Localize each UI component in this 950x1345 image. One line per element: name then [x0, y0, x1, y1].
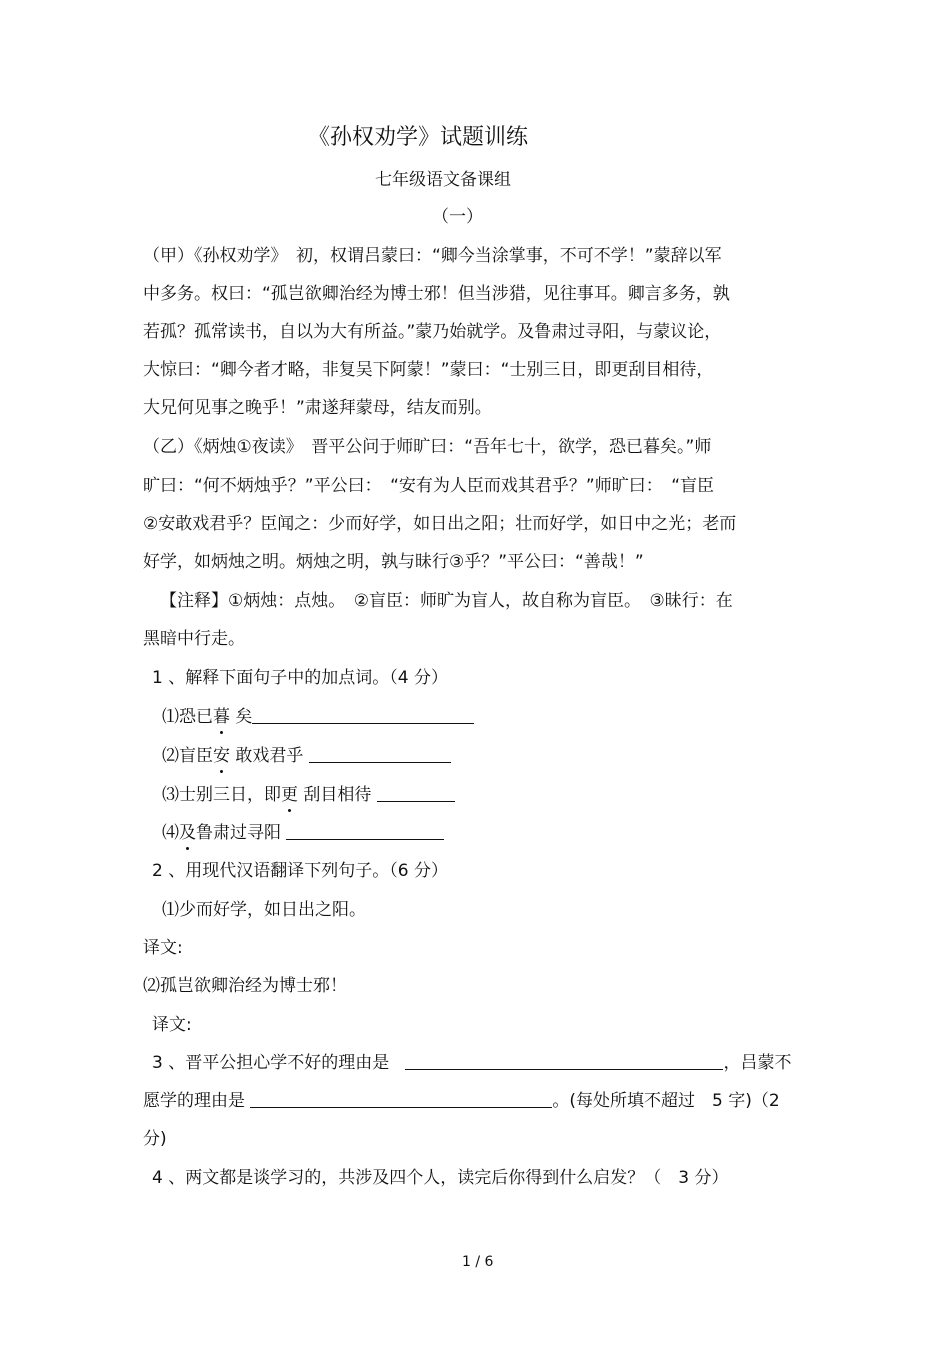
- dotted-word: 更: [281, 785, 298, 805]
- question-1-stem: 1 、解释下面句子中的加点词。（4 分）: [152, 668, 448, 688]
- passage-b-line: 旷曰：“何不炳烛乎？”平公曰： “安有为人臣而戏其君乎？”师旷曰： “盲臣: [143, 476, 715, 496]
- dotted-word: 安: [213, 746, 230, 766]
- dotted-word: 暮: [213, 707, 230, 727]
- question-4: 4 、两文都是谈学习的，共涉及四个人，读完后你得到什么启发？（ 3 分）: [152, 1168, 729, 1188]
- question-text: 愿学的理由是: [143, 1091, 245, 1111]
- question-text: ，吕蒙不: [723, 1053, 792, 1073]
- answer-blank[interactable]: [377, 783, 455, 802]
- passage-a-line: 中多务。权曰：“孤岂欲卿治经为博士邪！但当涉猎，见往事耳。卿言多务，孰: [143, 284, 730, 304]
- q2-sentence-2: ⑵孤岂欲卿治经为博士邪！: [143, 976, 347, 996]
- passage-b-line: ②安敢戏君乎？臣闻之：少而好学，如日出之阳；壮而好学，如日中之光；老而: [143, 514, 737, 534]
- question-text: 3 、晋平公担心学不好的理由是: [152, 1053, 390, 1073]
- q1-item-4: [162, 821, 444, 845]
- passage-b-line: （乙）《炳烛①夜读》 晋平公问于师旷曰：“吾年七十，欲学，恐已暮矣。”师: [143, 437, 712, 457]
- translation-label: 译文:: [152, 1015, 192, 1035]
- q1-item-1: [162, 705, 474, 729]
- item-text: ⑷: [162, 823, 179, 843]
- item-text: ⑶士别三日，即: [162, 785, 281, 805]
- question-3-line-3: 分): [143, 1129, 167, 1149]
- page-title: 《孙权劝学》试题训练: [308, 125, 529, 150]
- notes-line: 【注释】①炳烛：点烛。 ②盲臣：师旷为盲人，故自称为盲臣。 ③昧行：在: [160, 591, 733, 611]
- answer-blank[interactable]: [405, 1051, 723, 1070]
- answer-blank[interactable]: [252, 705, 474, 724]
- translation-label: 译文:: [143, 938, 183, 958]
- notes-line: 黑暗中行走。: [143, 629, 245, 649]
- item-text: 刮目相待: [298, 785, 372, 805]
- item-text: 敢戏君乎: [230, 746, 304, 766]
- question-3-line-1: [152, 1051, 791, 1075]
- q1-item-2: [162, 744, 451, 768]
- passage-a-line: 若孤？孤常读书，自以为大有所益。”蒙乃始就学。及鲁肃过寻阳，与蒙议论，: [143, 322, 722, 342]
- item-text: 鲁肃过寻阳: [196, 823, 281, 843]
- passage-a-line: （甲）《孙权劝学》 初，权谓吕蒙曰：“卿今当涂掌事，不可不学！”蒙辞以军: [143, 246, 722, 266]
- section-heading: （一）: [432, 207, 483, 227]
- q1-item-3: [162, 783, 455, 807]
- q2-sentence-1: ⑴少而好学，如日出之阳。: [162, 900, 366, 920]
- passage-a-line: 大兄何见事之晚乎！”肃遂拜蒙母，结友而别。: [143, 398, 492, 418]
- dotted-word: 及: [179, 823, 196, 843]
- item-text: 矣: [230, 707, 253, 727]
- page-number: 1 / 6: [462, 1254, 494, 1270]
- passage-a-line: 大惊曰：“卿今者才略，非复吴下阿蒙！”蒙曰：“士别三日，即更刮目相待，: [143, 360, 714, 380]
- item-text: ⑴恐已: [162, 707, 213, 727]
- question-2-stem: 2 、用现代汉语翻译下列句子。（6 分）: [152, 861, 448, 881]
- passage-b-line: 好学，如炳烛之明。炳烛之明，孰与昧行③乎？”平公曰：“善哉！”: [143, 552, 644, 572]
- question-3-line-2: [143, 1089, 780, 1113]
- item-text: ⑵盲臣: [162, 746, 213, 766]
- question-text: 。(每处所填不超过 5 字)（2: [552, 1091, 780, 1111]
- answer-blank[interactable]: [250, 1089, 552, 1108]
- author-line: 七年级语文备课组: [375, 170, 511, 190]
- answer-blank[interactable]: [286, 821, 444, 840]
- answer-blank[interactable]: [309, 744, 451, 763]
